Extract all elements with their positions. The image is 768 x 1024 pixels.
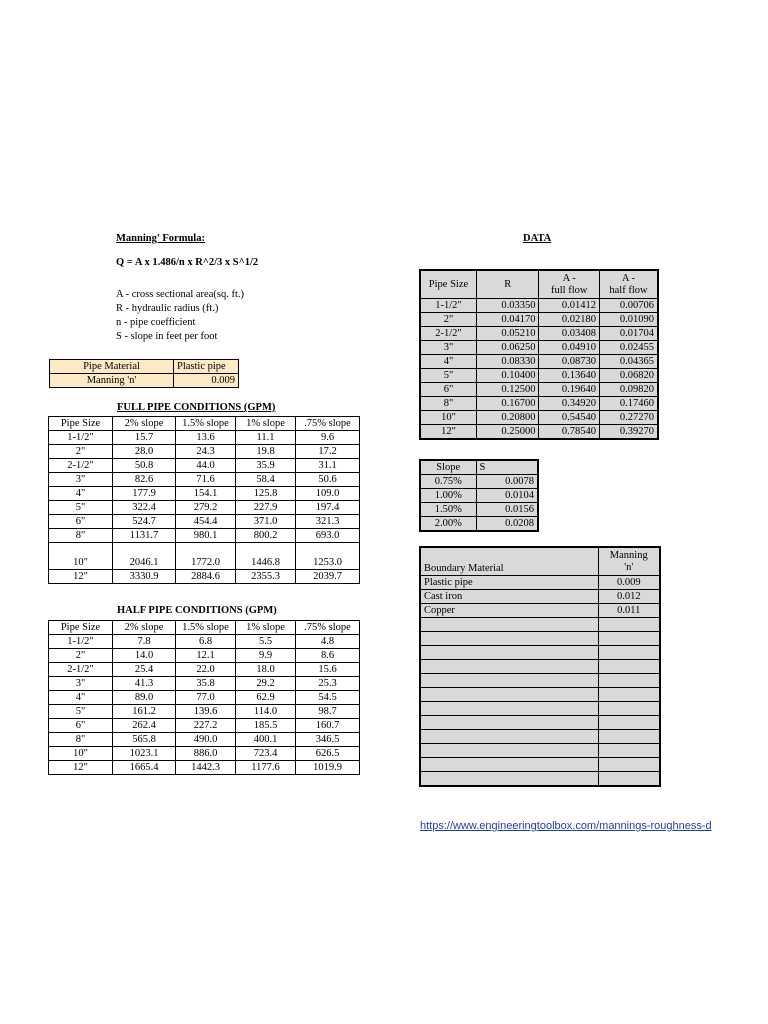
value-cell: 18.0 bbox=[236, 663, 296, 677]
table-row bbox=[49, 543, 360, 570]
value-cell: 0.04365 bbox=[599, 355, 658, 369]
value-cell: 114.0 bbox=[236, 705, 296, 719]
slope-cell: 1.50% bbox=[420, 503, 476, 517]
value-cell: 25.3 bbox=[296, 677, 360, 691]
value-cell: 0.03408 bbox=[539, 327, 600, 341]
header-line: full flow bbox=[551, 284, 588, 296]
value-cell: 1442.3 bbox=[176, 761, 236, 775]
value-cell: 262.4 bbox=[113, 719, 176, 733]
table-row bbox=[420, 313, 658, 327]
data-title: DATA bbox=[523, 233, 552, 244]
value-cell: 0.01090 bbox=[599, 313, 658, 327]
value-cell: 139.6 bbox=[176, 705, 236, 719]
value-cell: 0.06250 bbox=[476, 341, 539, 355]
table-row bbox=[420, 758, 660, 772]
column-header: 2% slope bbox=[113, 417, 176, 431]
value-cell: 29.2 bbox=[236, 677, 296, 691]
value-cell: 2046.1 bbox=[113, 543, 176, 570]
formula-title: Manning' Formula: bbox=[116, 233, 205, 244]
pipe-size-cell: 8" bbox=[420, 397, 476, 411]
value-cell: 0.05210 bbox=[476, 327, 539, 341]
value-cell: 886.0 bbox=[176, 747, 236, 761]
pipe-size-cell: 10" bbox=[49, 747, 113, 761]
value-cell: 22.0 bbox=[176, 663, 236, 677]
column-header: Boundary Material bbox=[420, 547, 598, 576]
value-cell: 109.0 bbox=[296, 487, 360, 501]
value-cell: 1131.7 bbox=[113, 529, 176, 543]
value-cell: 35.8 bbox=[176, 677, 236, 691]
value-cell bbox=[598, 758, 660, 772]
pipe-size-cell: 6" bbox=[420, 383, 476, 397]
table-row bbox=[49, 431, 360, 445]
table-row bbox=[420, 475, 538, 489]
value-cell: 98.7 bbox=[296, 705, 360, 719]
value-cell: 0.02455 bbox=[599, 341, 658, 355]
value-cell: 17.2 bbox=[296, 445, 360, 459]
value-cell: 15.7 bbox=[113, 431, 176, 445]
legend-item: A - cross sectional area(sq. ft.) bbox=[116, 289, 244, 300]
table-row bbox=[49, 649, 360, 663]
pipe-size-cell: 12" bbox=[49, 761, 113, 775]
slope-cell: 0.75% bbox=[420, 475, 476, 489]
value-cell: 14.0 bbox=[113, 649, 176, 663]
value-cell: 227.9 bbox=[236, 501, 296, 515]
value-cell: 62.9 bbox=[236, 691, 296, 705]
pipe-size-cell: 10" bbox=[420, 411, 476, 425]
table-row bbox=[420, 730, 660, 744]
value-cell bbox=[598, 744, 660, 758]
value-cell: 0.78540 bbox=[539, 425, 600, 440]
pipe-size-cell: 1-1/2" bbox=[420, 299, 476, 313]
pipe-size-cell: 3" bbox=[420, 341, 476, 355]
value-cell bbox=[598, 702, 660, 716]
value-cell: 25.4 bbox=[113, 663, 176, 677]
value-cell: 0.0208 bbox=[476, 517, 538, 532]
column-header: 1% slope bbox=[236, 621, 296, 635]
pipe-size-cell: 1-1/2" bbox=[49, 431, 113, 445]
value-cell: 154.1 bbox=[176, 487, 236, 501]
value-cell: 197.4 bbox=[296, 501, 360, 515]
value-cell: 0.34920 bbox=[539, 397, 600, 411]
value-cell: 800.2 bbox=[236, 529, 296, 543]
pipe-data-table bbox=[419, 269, 659, 440]
table-row bbox=[420, 489, 538, 503]
table-row bbox=[49, 459, 360, 473]
value-cell: 0.01704 bbox=[599, 327, 658, 341]
column-header: R bbox=[476, 270, 539, 299]
column-header: S bbox=[476, 460, 538, 475]
value-cell: 346.5 bbox=[296, 733, 360, 747]
material-cell bbox=[420, 702, 598, 716]
value-cell: 82.6 bbox=[113, 473, 176, 487]
value-cell: 12.1 bbox=[176, 649, 236, 663]
value-cell: 24.3 bbox=[176, 445, 236, 459]
value-cell: 1665.4 bbox=[113, 761, 176, 775]
value-cell: 1019.9 bbox=[296, 761, 360, 775]
table-row bbox=[49, 663, 360, 677]
value-cell: 0.009 bbox=[598, 576, 660, 590]
pipe-size-cell: 6" bbox=[49, 515, 113, 529]
pipe-size-cell: 3" bbox=[49, 473, 113, 487]
pipe-size-cell: 10" bbox=[49, 543, 113, 570]
pipe-size-cell: 5" bbox=[49, 501, 113, 515]
value-cell: 0.06820 bbox=[599, 369, 658, 383]
column-header: .75% slope bbox=[296, 417, 360, 431]
value-cell: 0.08330 bbox=[476, 355, 539, 369]
table-row bbox=[49, 501, 360, 515]
material-cell bbox=[420, 646, 598, 660]
value-cell: 693.0 bbox=[296, 529, 360, 543]
value-cell: 321.3 bbox=[296, 515, 360, 529]
header-line: A - bbox=[621, 272, 636, 284]
material-cell bbox=[420, 744, 598, 758]
value-cell: 279.2 bbox=[176, 501, 236, 515]
value-cell: 5.5 bbox=[236, 635, 296, 649]
table-row bbox=[420, 397, 658, 411]
material-cell bbox=[420, 730, 598, 744]
value-cell: 177.9 bbox=[113, 487, 176, 501]
table-row bbox=[49, 473, 360, 487]
value-cell: 11.1 bbox=[236, 431, 296, 445]
header-line: Manning bbox=[609, 549, 648, 561]
material-cell bbox=[420, 688, 598, 702]
value-cell: 41.3 bbox=[113, 677, 176, 691]
manning-n-label: Manning 'n' bbox=[50, 374, 174, 388]
pipe-size-cell: 2" bbox=[49, 649, 113, 663]
slope-table bbox=[419, 459, 539, 532]
value-cell: 0.09820 bbox=[599, 383, 658, 397]
formula-equation: Q = A x 1.486/n x R^2/3 x S^1/2 bbox=[116, 257, 259, 268]
pipe-size-cell: 2" bbox=[420, 313, 476, 327]
value-cell: 44.0 bbox=[176, 459, 236, 473]
table-row bbox=[420, 299, 658, 313]
value-cell: 0.011 bbox=[598, 604, 660, 618]
column-header: .75% slope bbox=[296, 621, 360, 635]
column-header: 1.5% slope bbox=[176, 417, 236, 431]
pipe-size-cell: 5" bbox=[49, 705, 113, 719]
table-row bbox=[420, 327, 658, 341]
value-cell: 50.6 bbox=[296, 473, 360, 487]
value-cell: 0.00706 bbox=[599, 299, 658, 313]
value-cell: 161.2 bbox=[113, 705, 176, 719]
table-row bbox=[420, 716, 660, 730]
header-line: half flow bbox=[609, 284, 648, 296]
column-header: 2% slope bbox=[113, 621, 176, 635]
column-header-a-full bbox=[539, 270, 600, 299]
pipe-size-cell: 8" bbox=[49, 529, 113, 543]
value-cell: 28.0 bbox=[113, 445, 176, 459]
value-cell: 15.6 bbox=[296, 663, 360, 677]
value-cell bbox=[598, 716, 660, 730]
table-row bbox=[49, 635, 360, 649]
value-cell: 89.0 bbox=[113, 691, 176, 705]
pipe-material-value[interactable]: Plastic pipe bbox=[174, 360, 239, 374]
pipe-size-cell: 12" bbox=[49, 570, 113, 584]
table-row bbox=[49, 761, 360, 775]
value-cell: 524.7 bbox=[113, 515, 176, 529]
full-pipe-table bbox=[48, 416, 360, 584]
table-row bbox=[49, 747, 360, 761]
value-cell: 723.4 bbox=[236, 747, 296, 761]
table-row bbox=[49, 705, 360, 719]
value-cell: 1023.1 bbox=[113, 747, 176, 761]
value-cell: 0.04910 bbox=[539, 341, 600, 355]
legend-item: S - slope in feet per foot bbox=[116, 331, 218, 342]
value-cell: 9.6 bbox=[296, 431, 360, 445]
value-cell: 0.01412 bbox=[539, 299, 600, 313]
value-cell bbox=[598, 632, 660, 646]
header-line: A - bbox=[562, 272, 576, 284]
full-pipe-title: FULL PIPE CONDITIONS (GPM) bbox=[117, 402, 276, 413]
value-cell: 31.1 bbox=[296, 459, 360, 473]
value-cell: 2884.6 bbox=[176, 570, 236, 584]
value-cell: 980.1 bbox=[176, 529, 236, 543]
table-row bbox=[420, 425, 658, 440]
legend-item: n - pipe coefficient bbox=[116, 317, 196, 328]
value-cell: 0.03350 bbox=[476, 299, 539, 313]
material-cell bbox=[420, 632, 598, 646]
pipe-size-cell: 4" bbox=[49, 487, 113, 501]
table-row bbox=[420, 618, 660, 632]
pipe-material-label: Pipe Material bbox=[50, 360, 174, 374]
column-header: 1% slope bbox=[236, 417, 296, 431]
value-cell: 0.13640 bbox=[539, 369, 600, 383]
table-row bbox=[49, 445, 360, 459]
value-cell: 400.1 bbox=[236, 733, 296, 747]
value-cell: 0.39270 bbox=[599, 425, 658, 440]
value-cell: 160.7 bbox=[296, 719, 360, 733]
value-cell: 0.16700 bbox=[476, 397, 539, 411]
table-row bbox=[49, 677, 360, 691]
pipe-size-cell: 2" bbox=[49, 445, 113, 459]
manning-n-value[interactable]: 0.009 bbox=[174, 374, 239, 388]
table-row bbox=[420, 341, 658, 355]
value-cell: 0.12500 bbox=[476, 383, 539, 397]
pipe-material-table bbox=[49, 359, 239, 388]
value-cell: 0.0156 bbox=[476, 503, 538, 517]
legend-item: R - hydraulic radius (ft.) bbox=[116, 303, 219, 314]
value-cell: 490.0 bbox=[176, 733, 236, 747]
value-cell: 371.0 bbox=[236, 515, 296, 529]
pipe-size-cell: 8" bbox=[49, 733, 113, 747]
column-header-manning bbox=[598, 547, 660, 576]
pipe-size-cell: 2-1/2" bbox=[49, 663, 113, 677]
table-row bbox=[420, 517, 538, 532]
value-cell: 227.2 bbox=[176, 719, 236, 733]
value-cell: 1446.8 bbox=[236, 543, 296, 570]
table-row bbox=[49, 515, 360, 529]
table-row bbox=[49, 719, 360, 733]
table-row bbox=[420, 688, 660, 702]
value-cell: 54.5 bbox=[296, 691, 360, 705]
value-cell: 322.4 bbox=[113, 501, 176, 515]
value-cell: 9.9 bbox=[236, 649, 296, 663]
material-cell bbox=[420, 758, 598, 772]
value-cell: 0.27270 bbox=[599, 411, 658, 425]
material-cell: Copper bbox=[420, 604, 598, 618]
value-cell: 454.4 bbox=[176, 515, 236, 529]
table-row bbox=[420, 744, 660, 758]
value-cell: 8.6 bbox=[296, 649, 360, 663]
half-pipe-title: HALF PIPE CONDITIONS (GPM) bbox=[117, 605, 277, 616]
table-row bbox=[420, 503, 538, 517]
pipe-size-cell: 2-1/2" bbox=[49, 459, 113, 473]
column-header: Pipe Size bbox=[49, 417, 113, 431]
slope-cell: 2.00% bbox=[420, 517, 476, 532]
value-cell: 19.8 bbox=[236, 445, 296, 459]
material-cell bbox=[420, 772, 598, 787]
value-cell bbox=[598, 618, 660, 632]
value-cell: 0.0078 bbox=[476, 475, 538, 489]
value-cell bbox=[598, 660, 660, 674]
value-cell: 6.8 bbox=[176, 635, 236, 649]
value-cell: 58.4 bbox=[236, 473, 296, 487]
pipe-size-cell: 4" bbox=[420, 355, 476, 369]
material-cell bbox=[420, 660, 598, 674]
material-cell bbox=[420, 716, 598, 730]
value-cell bbox=[598, 674, 660, 688]
value-cell: 71.6 bbox=[176, 473, 236, 487]
value-cell: 0.25000 bbox=[476, 425, 539, 440]
value-cell: 0.08730 bbox=[539, 355, 600, 369]
slope-cell: 1.00% bbox=[420, 489, 476, 503]
pipe-size-cell: 12" bbox=[420, 425, 476, 440]
material-cell bbox=[420, 674, 598, 688]
table-row bbox=[420, 576, 660, 590]
table-row bbox=[49, 529, 360, 543]
value-cell: 4.8 bbox=[296, 635, 360, 649]
value-cell bbox=[598, 646, 660, 660]
value-cell: 185.5 bbox=[236, 719, 296, 733]
column-header-a-half bbox=[599, 270, 658, 299]
value-cell bbox=[598, 772, 660, 787]
table-row bbox=[420, 590, 660, 604]
table-row bbox=[420, 383, 658, 397]
value-cell: 77.0 bbox=[176, 691, 236, 705]
pipe-size-cell: 3" bbox=[49, 677, 113, 691]
table-row bbox=[420, 660, 660, 674]
table-row bbox=[49, 733, 360, 747]
value-cell: 0.0104 bbox=[476, 489, 538, 503]
table-row bbox=[49, 570, 360, 584]
value-cell: 0.04170 bbox=[476, 313, 539, 327]
table-row bbox=[420, 772, 660, 787]
column-header: 1.5% slope bbox=[176, 621, 236, 635]
material-cell: Plastic pipe bbox=[420, 576, 598, 590]
pipe-size-cell: 1-1/2" bbox=[49, 635, 113, 649]
column-header: Pipe Size bbox=[420, 270, 476, 299]
pipe-size-cell: 2-1/2" bbox=[420, 327, 476, 341]
value-cell: 0.17460 bbox=[599, 397, 658, 411]
pipe-size-cell: 6" bbox=[49, 719, 113, 733]
value-cell bbox=[598, 730, 660, 744]
column-header: Pipe Size bbox=[49, 621, 113, 635]
value-cell: 3330.9 bbox=[113, 570, 176, 584]
table-row bbox=[420, 355, 658, 369]
pipe-size-cell: 5" bbox=[420, 369, 476, 383]
value-cell: 125.8 bbox=[236, 487, 296, 501]
value-cell: 0.20800 bbox=[476, 411, 539, 425]
table-row bbox=[420, 632, 660, 646]
value-cell: 565.8 bbox=[113, 733, 176, 747]
value-cell: 1253.0 bbox=[296, 543, 360, 570]
value-cell: 50.8 bbox=[113, 459, 176, 473]
header-line: 'n' bbox=[624, 561, 634, 573]
value-cell: 2355.3 bbox=[236, 570, 296, 584]
boundary-material-table bbox=[419, 546, 661, 787]
reference-link[interactable]: https://www.engineeringtoolbox.com/mannings-roughness-d bbox=[420, 820, 712, 832]
table-row bbox=[420, 702, 660, 716]
value-cell: 0.10400 bbox=[476, 369, 539, 383]
table-row bbox=[420, 411, 658, 425]
value-cell: 0.02180 bbox=[539, 313, 600, 327]
formula-legend bbox=[116, 288, 244, 344]
material-cell bbox=[420, 618, 598, 632]
table-row bbox=[49, 487, 360, 501]
table-row bbox=[420, 369, 658, 383]
value-cell: 626.5 bbox=[296, 747, 360, 761]
table-row bbox=[420, 674, 660, 688]
table-row bbox=[420, 604, 660, 618]
value-cell: 13.6 bbox=[176, 431, 236, 445]
value-cell: 2039.7 bbox=[296, 570, 360, 584]
value-cell: 35.9 bbox=[236, 459, 296, 473]
value-cell bbox=[598, 688, 660, 702]
value-cell: 7.8 bbox=[113, 635, 176, 649]
value-cell: 0.012 bbox=[598, 590, 660, 604]
value-cell: 1177.6 bbox=[236, 761, 296, 775]
pipe-size-cell: 4" bbox=[49, 691, 113, 705]
table-row bbox=[420, 646, 660, 660]
value-cell: 1772.0 bbox=[176, 543, 236, 570]
half-pipe-table bbox=[48, 620, 360, 775]
material-cell: Cast iron bbox=[420, 590, 598, 604]
value-cell: 0.54540 bbox=[539, 411, 600, 425]
table-row bbox=[49, 691, 360, 705]
column-header: Slope bbox=[420, 460, 476, 475]
value-cell: 0.19640 bbox=[539, 383, 600, 397]
